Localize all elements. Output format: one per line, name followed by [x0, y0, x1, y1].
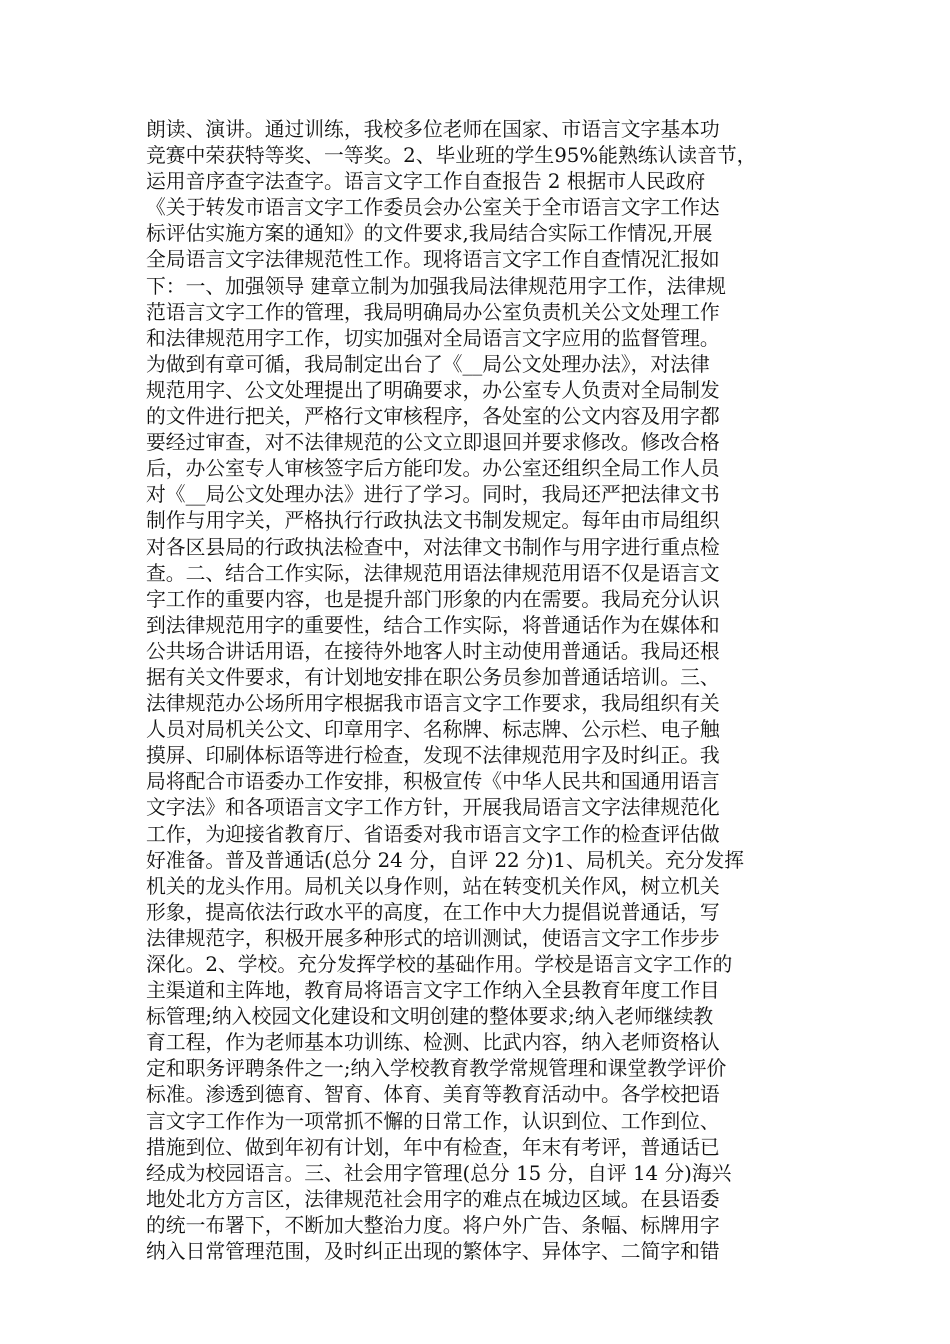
text-line: 主渠道和主阵地，教育局将语言文字工作纳入全县教育年度工作目: [146, 979, 720, 1003]
text-line: 的文件进行把关，严格行文审核程序，各处室的公文内容及用字都: [146, 405, 720, 429]
text-line: 地处北方方言区，法律规范社会用字的难点在城边区域。在县语委: [146, 1187, 720, 1211]
text-line: 工作，为迎接省教育厅、省语委对我市语言文字工作的检查评估做: [146, 822, 720, 846]
text-line: 下：一、加强领导 建章立制为加强我局法律规范用字工作，法律规: [146, 274, 726, 298]
text-line: 的统一布署下，不断加大整治力度。将户外广告、条幅、标牌用字: [146, 1213, 720, 1237]
text-line: 对《__局公文处理办法》进行了学习。同时，我局还严把法律文书: [146, 483, 720, 507]
text-line: 要经过审查，对不法律规范的公文立即退回并要求修改。修改合格: [146, 431, 720, 455]
text-line: 标管理;纳入校园文化建设和文明创建的整体要求;纳入老师继续教: [146, 1005, 714, 1029]
text-line: 《关于转发市语言文字工作委员会办公室关于全市语言文字工作达: [146, 196, 720, 220]
text-line: 标评估实施方案的通知》的文件要求,我局结合实际工作情况,开展: [146, 222, 713, 246]
text-line: 运用音序查字法查字。语言文字工作自查报告 2 根据市人民政府: [146, 170, 706, 194]
text-line: 公共场合讲话用语，在接待外地客人时主动使用普通话。我局还根: [146, 639, 720, 663]
text-line: 文字法》和各项语言文字工作方针，开展我局语言文字法律规范化: [146, 796, 720, 820]
text-line: 竞赛中荣获特等奖、一等奖。2、毕业班的学生95%能熟练认读音节，: [146, 144, 757, 168]
text-line: 形象，提高依法行政水平的高度，在工作中大力提倡说普通话，写: [146, 900, 720, 924]
text-line: 标准。渗透到德育、智育、体育、美育等教育活动中。各学校把语: [146, 1083, 720, 1107]
text-line: 措施到位、做到年初有计划，年中有检查，年末有考评，普通话已: [146, 1135, 720, 1159]
text-line: 机关的龙头作用。局机关以身作则，站在转变机关作风，树立机关: [146, 874, 720, 898]
text-line: 规范用字、公文处理提出了明确要求，办公室专人负责对全局制发: [146, 378, 720, 402]
text-line: 好准备。普及普通话(总分 24 分，自评 22 分)1、局机关。充分发挥: [146, 848, 745, 872]
text-line: 经成为校园语言。三、社会用字管理(总分 15 分，自评 14 分)海兴: [146, 1161, 732, 1185]
text-line: 查。二、结合工作实际，法律规范用语法律规范用语不仅是语言文: [146, 561, 720, 585]
text-line: 范语言文字工作的管理，我局明确局办公室负责机关公文处理工作: [146, 300, 720, 324]
text-line: 深化。2、学校。充分发挥学校的基础作用。学校是语言文字工作的: [146, 953, 733, 976]
text-line: 据有关文件要求，有计划地安排在职公务员参加普通话培训。三、: [146, 665, 720, 689]
text-line: 全局语言文字法律规范性工作。现将语言文字工作自查情况汇报如: [146, 248, 720, 272]
text-line: 法律规范字，积极开展多种形式的培训测试，使语言文字工作步步: [146, 926, 720, 950]
text-line: 字工作的重要内容，也是提升部门形象的内在需要。我局充分认识: [146, 587, 720, 611]
text-line: 育工程，作为老师基本功训练、检测、比武内容，纳入老师资格认: [146, 1031, 720, 1055]
text-line: 朗读、演讲。通过训练，我校多位老师在国家、市语言文字基本功: [146, 118, 720, 141]
text-line: 后，办公室专人审核签字后方能印发。办公室还组织全局工作人员: [146, 457, 720, 481]
text-line: 定和职务评聘条件之一;纳入学校教育教学常规管理和课堂教学评价: [146, 1057, 727, 1081]
text-line: 言文字工作作为一项常抓不懈的日常工作，认识到位、工作到位、: [146, 1109, 720, 1133]
text-line: 纳入日常管理范围，及时纠正出现的繁体字、异体字、二简字和错: [146, 1240, 720, 1264]
text-line: 为做到有章可循，我局制定出台了《__局公文处理办法》，对法律: [146, 352, 710, 376]
text-line: 到法律规范用字的重要性，结合工作实际，将普通话作为在媒体和: [146, 613, 720, 637]
text-line: 局将配合市语委办工作安排，积极宣传《中华人民共和国通用语言: [146, 770, 720, 794]
text-line: 对各区县局的行政执法检查中，对法律文书制作与用字进行重点检: [146, 535, 720, 559]
text-line: 制作与用字关，严格执行行政执法文书制发规定。每年由市局组织: [146, 509, 720, 533]
text-line: 摸屏、印刷体标语等进行检查，发现不法律规范用字及时纠正。我: [146, 744, 720, 768]
body-text: [146, 117, 826, 1265]
text-line: 人员对局机关公文、印章用字、名称牌、标志牌、公示栏、电子触: [146, 718, 720, 742]
text-line: 法律规范办公场所用字根据我市语言文字工作要求，我局组织有关: [146, 692, 720, 716]
text-line: 和法律规范用字工作，切实加强对全局语言文字应用的监督管理。: [146, 326, 720, 350]
